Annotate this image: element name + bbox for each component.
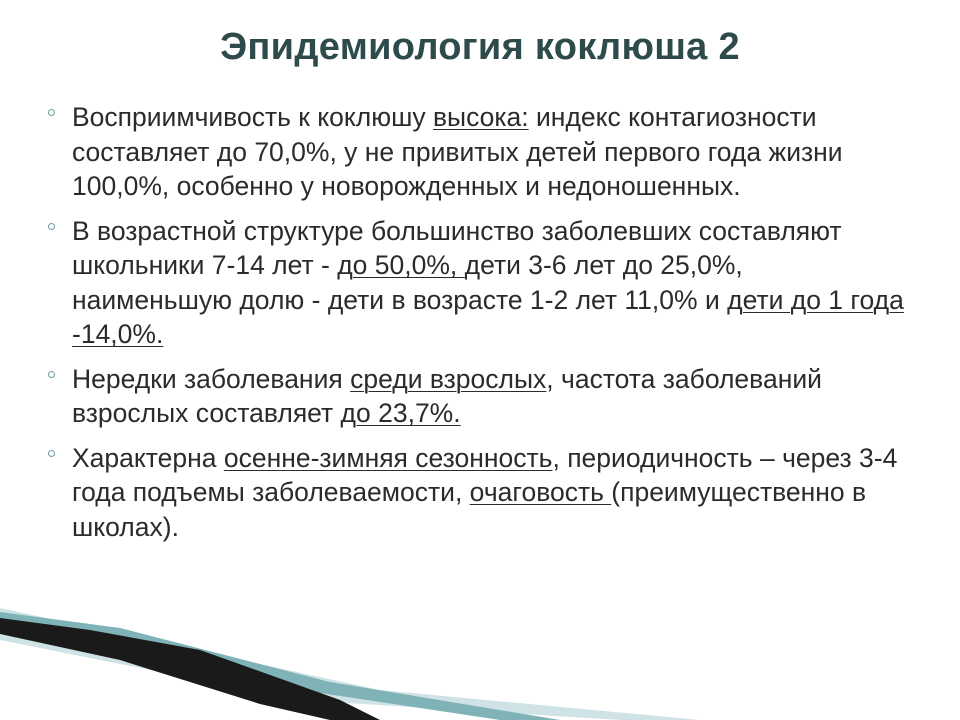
- underlined-text: среди взрослых: [350, 363, 547, 394]
- underlined-text: до 50,0%,: [337, 250, 465, 280]
- underlined-text: осенне-зимняя сезонность: [223, 442, 553, 473]
- underlined-text: очаговость: [469, 477, 612, 507]
- bullet-item: [48, 100, 908, 204]
- bullet-list: [48, 100, 908, 554]
- text-run: дети 3-6 лет до 25,0%, наименьшую долю - дети в возрасте 1-2 лет 11,0% и: [72, 250, 743, 315]
- underlined-text: высока:: [432, 102, 529, 132]
- bullet-text: [72, 441, 908, 545]
- bullet-text: [72, 362, 908, 431]
- text-run: Характерна: [72, 442, 224, 473]
- text-run: Нередки заболевания: [72, 363, 351, 394]
- swoosh-dark-band: [0, 618, 380, 720]
- bullet-item: [48, 362, 908, 431]
- bullet-item: [48, 214, 908, 352]
- slide-title: Эпидемиология коклюша 2: [220, 26, 740, 68]
- text-run: (преимущественно в школах).: [72, 477, 867, 542]
- underlined-text: до 23,7%.: [340, 398, 461, 428]
- bullet-item: [48, 441, 908, 545]
- text-run: индекс контагиозности составляет до 70,0%, у не привитых детей первого года жизни 100,0%, особенно у новорожденных и недоношенных.: [72, 102, 843, 201]
- bullet-text: [72, 100, 908, 204]
- bullet-icon: [48, 371, 55, 378]
- bullet-icon: [48, 223, 55, 230]
- underlined-text: дети до 1 года -14,0%.: [72, 284, 904, 349]
- bullet-icon: [48, 450, 55, 457]
- swoosh-light-band: [0, 608, 700, 720]
- text-run: В возрастной структуре большинство заболевших составляют школьники 7-14 лет -: [72, 215, 842, 280]
- text-run: , частота заболеваний взрослых составляет: [72, 363, 822, 428]
- bullet-icon: [48, 109, 55, 116]
- text-run: , периодичность – через 3-4 года подъемы заболеваемости,: [72, 442, 898, 507]
- text-run: Восприимчивость к коклюшу: [72, 102, 433, 132]
- bullet-text: [72, 214, 908, 352]
